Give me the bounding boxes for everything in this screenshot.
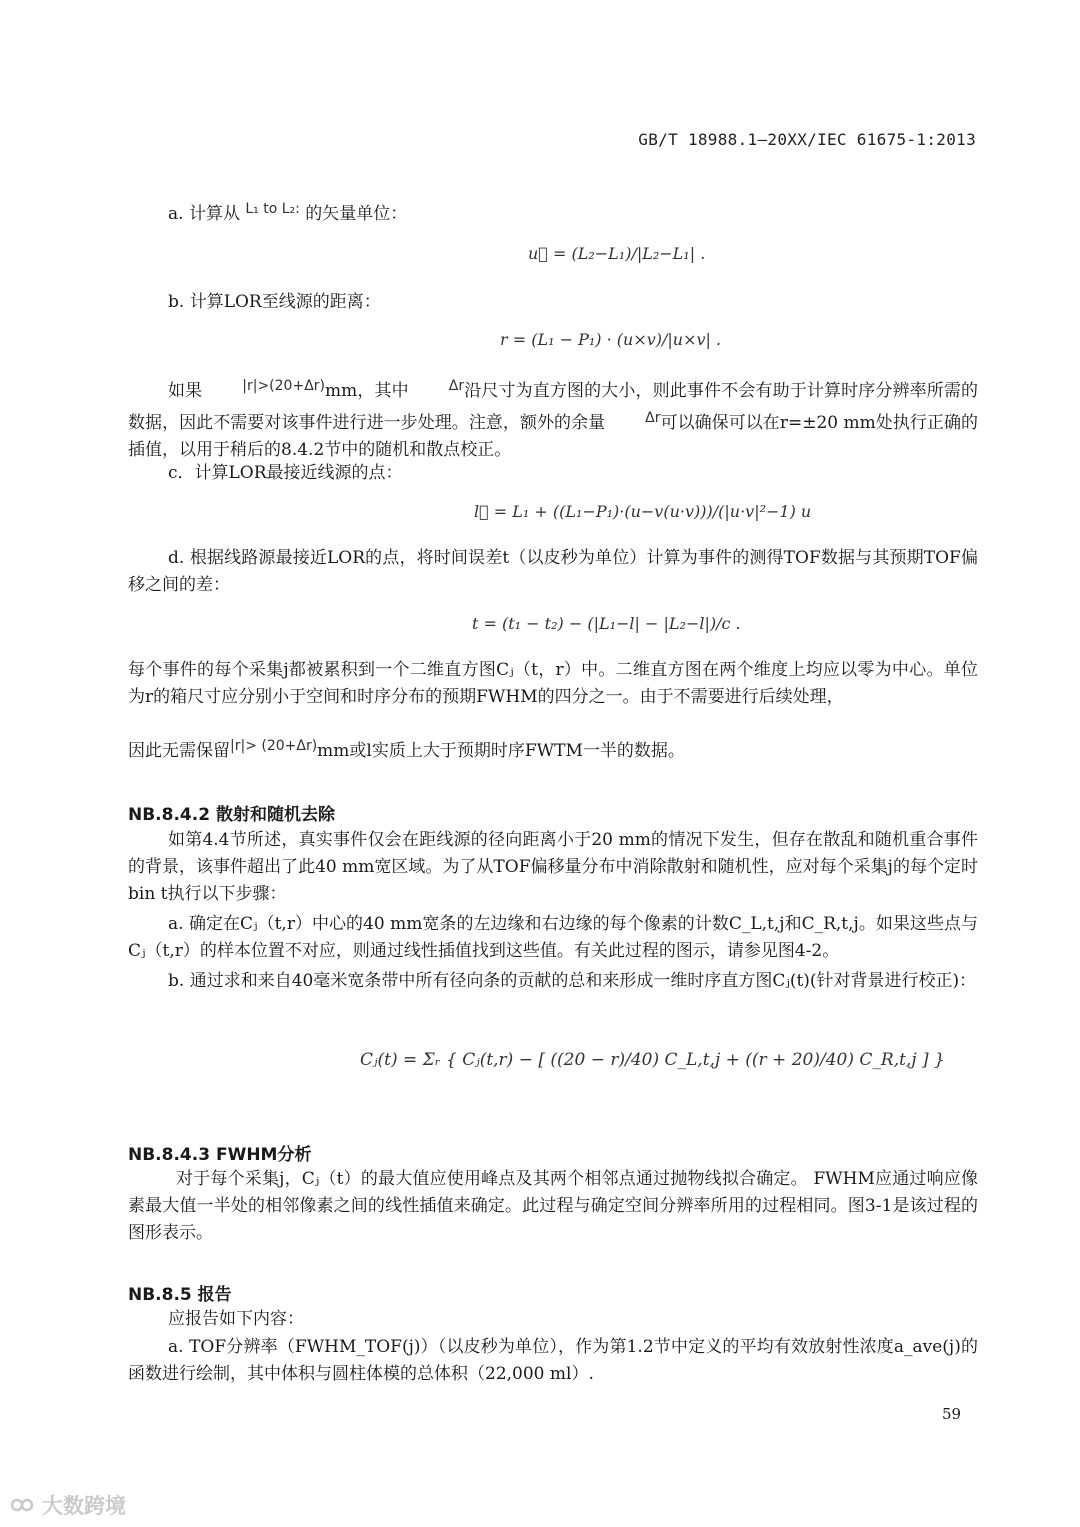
paragraph-histogram-end: [128, 733, 978, 765]
para2-suffix: mm或l实质上大于预期时序FWTM一半的数据。: [317, 741, 685, 761]
watermark-logo-icon: [10, 1495, 36, 1515]
heading-8-5: NB.8.5 报告: [128, 1285, 232, 1305]
delta-r: Δr: [448, 378, 465, 394]
step-a: [168, 196, 978, 228]
vector-l1-l2: L₁ to L₂:: [245, 201, 300, 217]
step-b: b. 计算LOR至线源的距离：: [168, 292, 381, 312]
delta-r-2: Δr: [645, 410, 661, 426]
para1-b: 沿尺寸为直方图的大小，则此事件不会有助于计算时序分辨率所需的数据，因此不需要对该事件进行进一步处理。注意，额外的余量: [128, 381, 979, 433]
equation-t: t = (t₁ − t₂) − (|L₁−l| − |L₂−l|)/c .: [472, 614, 741, 633]
step-8-4-2-b: b. 通过求和来自40毫米宽条带中所有径向条的贡献的总和来形成一维时序直方图Cⱼ(t)(针对背景进行校正)：: [168, 971, 977, 991]
step-c: c．计算LOR最接近线源的点：: [168, 463, 403, 483]
page-number: 59: [942, 1405, 962, 1423]
document-header: GB/T 18988.1—20XX/IEC 61675-1:2013: [638, 130, 976, 149]
step-d: d. 根据线路源最接近LOR的点，将时间误差t（以皮秒为单位）计算为事件的测得TOF数据与其预期TOF偏移之间的差：: [128, 548, 978, 595]
para2-prefix: 因此无需保留: [128, 741, 230, 761]
para1-a: mm，其中: [325, 381, 409, 401]
paragraph-histogram: 每个事件的每个采集j都被累积到一个二维直方图Cⱼ（t，r）中。二维直方图在两个维度上均应以零为中心。单位为r的箱尺寸应分别小于空间和时序分布的预期FWHM的四分之一。由于不需要进行后续处理，: [128, 660, 978, 707]
heading-8-4-3: NB.8.4.3 FWHM分析: [128, 1145, 312, 1165]
heading-8-4-2: NB.8.4.2 散射和随机去除: [128, 805, 335, 825]
watermark: [10, 1490, 126, 1520]
abs-r-condition: |r|>(20+Δr): [242, 378, 325, 394]
equation-u: u⃗ = (L₂−L₁)/|L₂−L₁| .: [528, 244, 706, 263]
equation-cj: Cⱼ(t) = Σᵣ { Cⱼ(t,r) − [ ((20 − r)/40) C_L,t,j + ((r + 20)/40) C_R,t,j ] }: [360, 1050, 945, 1070]
equation-r: r = (L₁ − P₁) · (u×v)/|u×v| .: [500, 330, 722, 349]
report-item-a: a. TOF分辨率（FWHM_TOF(j)）（以皮秒为单位），作为第1.2节中定义的平均有效放射性浓度a_ave(j)的函数进行绘制，其中体积与圆柱体模的总体积（22,000 ml）.: [128, 1337, 978, 1384]
step-a-label: a. 计算从: [168, 204, 240, 224]
paragraph-8-4-3: 对于每个采集j，Cⱼ（t）的最大值应使用峰点及其两个相邻点通过抛物线拟合确定。 FWHM应通过响应像素最大值一半处的相邻像素之间的线性插值来确定。此过程与确定空间分辨率所用的过程相同。图3-1是该过程的图形表示。: [128, 1169, 978, 1243]
step-8-4-2-a: a. 确定在Cⱼ（t,r）中心的40 mm宽条的左边缘和右边缘的每个像素的计数C_L,t,j和C_R,t,j。如果这些点与Cⱼ（t,r）的样本位置不对应，则通过线性插值找到这些值。有关此过程的图示，请参见图4-2。: [128, 914, 978, 961]
paragraph-8-4-2: 如第4.4节所述，真实事件仅会在距线源的径向距离小于20 mm的情况下发生，但存在散乱和随机重合事件的背景，该事件超出了此40 mm宽区域。为了从TOF偏移量分布中消除散射和随机性，应对每个采集j的每个定时bin t执行以下步骤：: [128, 830, 978, 904]
equation-l: l⃗ = L₁ + ((L₁−P₁)·(u−v(u·v)))/(|u·v|²−1) u: [474, 502, 812, 521]
paragraph-exclusion: [128, 373, 978, 464]
para1-prefix: 如果: [168, 381, 203, 401]
watermark-text: 大数跨境: [42, 1494, 126, 1518]
abs-r-condition-2: |r|> (20+Δr): [230, 738, 318, 754]
para1-c: 可以确保可以在r=±20 mm处执行正确的插值，以用于稍后的8.4.2节中的随机和散点校正。: [128, 413, 979, 460]
report-intro: 应报告如下内容：: [168, 1309, 304, 1329]
step-a-suffix: 的矢量单位：: [305, 204, 408, 224]
